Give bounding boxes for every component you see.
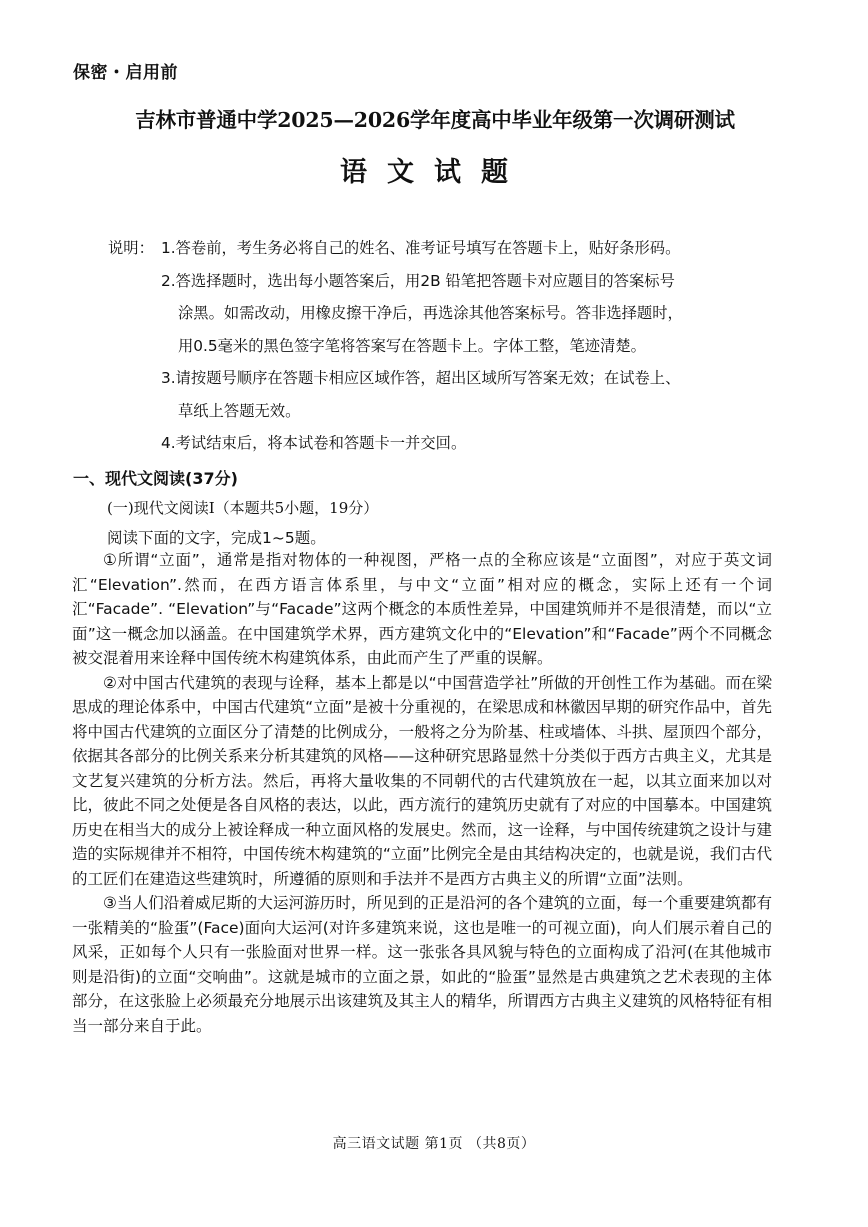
instruction-text: 4.考试结束后，将本试卷和答题卡一并交回。	[161, 434, 467, 452]
passage-paragraph-2: ②对中国古代建筑的表现与诠释，基本上都是以“中国营造学社”所做的开创性工作为基础。而在梁思成的理论体系中，中国古代建筑“立面”是被十分重视的，在梁思成和林徽因早期的研究作品中，首先将中国古代建筑的立面区分了清楚的比例成分，一般将之分为阶基、柱或墙体、斗拱、屋顶四个部分，依据其各部分的比例关系来分析其建筑的风格——这种研究思路显然十分类似于西方古典主义，尤其是文艺复兴建筑的分析方法。然后，再将大量收集的不同朝代的古代建筑放在一起，以其立面来加以对比，彼此不同之处便是各自风格的表达，以此，西方流行的建筑历史就有了对应的中国摹本。中国建筑历史在相当大的成分上被诠释成一种立面风格的发展史。然而，这一诠释，与中国传统建筑之设计与建造的实际规律并不相符，中国传统木构建筑的“立面”比例完全是由其结构决定的，也就是说，我们古代的工匠们在建造这些建筑时，所遵循的原则和手法并不是西方古典主义的所谓“立面”法则。	[72, 673, 772, 888]
section-heading: 一、现代文阅读(37分)	[73, 469, 238, 488]
task-prompt: 阅读下面的文字，完成1~5题。	[107, 529, 326, 547]
reading-passage	[72, 548, 772, 1038]
instruction-text: 草纸上答题无效。	[178, 401, 301, 420]
instructions-block	[108, 232, 768, 460]
instruction-item-2	[108, 265, 768, 363]
instruction-text: 用0.5毫米的黑色签字笔将答案写在答题卡上。字体工整，笔迹清楚。	[178, 336, 646, 355]
instruction-text: 1.答卷前，考生务必将自己的姓名、准考证号填写在答题卡上，贴好条形码。	[161, 239, 681, 257]
exam-title: 吉林市普通中学2025—2026学年度高中毕业年级第一次调研测试	[135, 108, 735, 132]
instructions-label: 说明：	[108, 239, 154, 257]
confidential-label: 保密・启用前	[73, 63, 178, 83]
instruction-item-4	[108, 427, 768, 460]
subsection-heading: (一)现代文阅读Ⅰ（本题共5小题，19分）	[107, 499, 379, 517]
subject-title: 语文试题	[340, 157, 528, 188]
instruction-item-3	[108, 362, 768, 427]
instruction-item-1	[108, 232, 768, 265]
instruction-text: 3.请按题号顺序在答题卡相应区域作答，超出区域所写答案无效；在试卷上、	[161, 369, 681, 387]
instruction-text: 2.答选择题时，选出每小题答案后，用2B 铅笔把答题卡对应题目的答案标号	[161, 271, 675, 290]
passage-paragraph-3: ③当人们沿着威尼斯的大运河游历时，所见到的正是沿河的各个建筑的立面，每一个重要建筑都有一张精美的“脸蛋”(Face)面向大运河(对许多建筑来说，这也是唯一的可视立面)，向人们展示着自己的风采，正如每个人只有一张脸面对世界一样。这一张张各具风貌与特色的立面构成了沿河(在其他城市则是沿街)的立面“交响曲”。这就是城市的立面之景，如此的“脸蛋”显然是古典建筑之艺术表现的主体部分，在这张脸上必须最充分地展示出该建筑及其主人的精华，所谓西方古典主义建筑的风格特征有相当一部分来自于此。	[72, 894, 772, 1035]
page-footer: 高三语文试题 第1页 （共8页）	[332, 1136, 536, 1152]
passage-paragraph-1: ①所谓“立面”，通常是指对物体的一种视图，严格一点的全称应该是“立面图”，对应于英文词汇“Elevation”.然而，在西方语言体系里，与中文“立面”相对应的概念，实际上还有一个词汇“Facade”. “Elevation”与“Facade”这两个概念的本质性差异，中国建筑师并不是很清楚，而以“立面”这一概念加以涵盖。在中国建筑学术界，西方建筑文化中的“Elevation”和“Facade”两个不同概念被交混着用来诠释中国传统木构建筑体系，由此而产生了严重的误解。	[72, 551, 772, 667]
instruction-text: 涂黑。如需改动，用橡皮擦干净后，再选涂其他答案标号。答非选择题时，	[178, 304, 683, 322]
